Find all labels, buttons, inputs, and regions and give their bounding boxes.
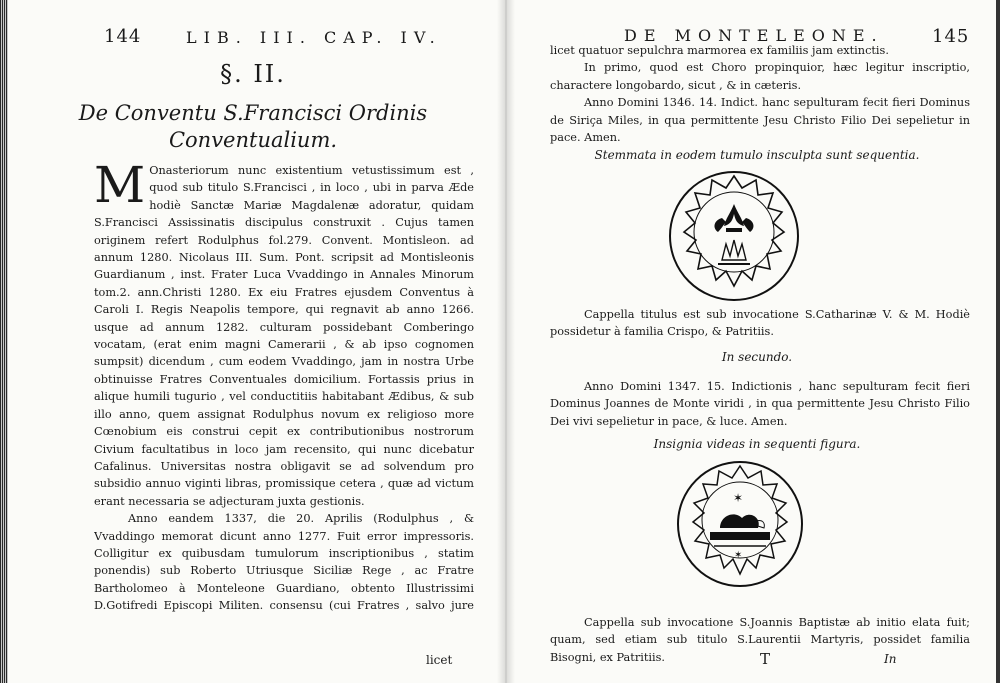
title-line-2: Conventualium. (168, 128, 338, 152)
paragraph-1-text: Onasteriorum nunc existentium vetustissimum est , quod sub titulo S.Francisci , in loco , ubi in parva Æde hodiè Sanctæ Mariæ Magdalenæ adoratur, quidam S.Francisci Assissinatis discipulus construxit . Cujus tamen originem refert Rodulphus fol.279. Convent. Montisleon. ad annum 1280. Nicolaus III. Sum. Pont. scripsit ad Montisleonis Guardianum , inst. Frater Luca Vvaddingo in Annales Minorum tom.2. ann.Christi 1280. Ex eiu Fratres ejusdem Conventus à Caroli I. Regis Neapolis tempore, qui regnavit ab anno 1266. usque ad annum 1282. culturam possidebant Comberingo vocatam, (erat enim magni Camerarii , & ab ipso cognomen sumpsit) dicendum , cum eodem Vvaddingo, jam in nostra Urbe obtinuisse Fratres Conventuales domicilium. Fortassis prius in alique humili tugurio , vel conductitiis habitabant Ædibus, & sub illo anno, quem assignat Rodulphus novum ex religioso more Cœnobium eis construi cepit ex contributionibus nostrorum Civium facultatibus in loco jam recensito, qui nunc dicebatur Cafalinus. Universitas nostra obligavit se ad solvendum pro subsidio annuo viginti libras, promissique cetera , quæ ad victum erant necessaria se adjecturam juxta gestionis. (94, 164, 474, 508)
left-running-head: LIB. III. CAP. IV. (186, 28, 442, 47)
right-top-text (550, 42, 970, 146)
drop-cap: M (94, 162, 146, 214)
caption-first-crest: Stemmata in eodem tumulo insculpta sunt sequentia. (594, 148, 920, 162)
signature-mark: T (760, 650, 771, 668)
chapter-title (14, 100, 492, 154)
book-gutter (497, 0, 515, 683)
crest-iris-coat-of-arms (660, 168, 808, 304)
right-paragraph-2: In primo, quod est Choro propinquior, hæc legitur inscriptio, charactere longobardo, sicut , & in cæteris. (550, 61, 970, 92)
paragraph-2: Anno eandem 1337, die 20. Aprilis (Rodulphus , & Vvaddingo memorat dicunt anno 1277. Fuit error impressoris. Colligitur ex quibusdam tumulorum inscriptionibus , statim ponendis) sub Roberto Utriusque Siciliæ Rege , ac Fratre Bartholomeo à Monteleone Guardiano, obtento Illustrissimi D.Gotifredi Episcopi Militen. consensu (cui Fratres , salvo jure (94, 512, 474, 613)
left-page-number: 144 (104, 26, 142, 47)
right-page-number: 145 (932, 26, 970, 47)
caption-second-crest: Insignia videas in sequenti figura. (653, 437, 861, 451)
subheading-in-secundo: In secundo. (721, 350, 793, 364)
star-glyph-1: ✶ (733, 491, 744, 505)
right-paragraph-6: Cappella sub invocatione S.Joannis Baptistæ ab initio elata fuit; quam, sed etiam sub titulo S.Laurentii Martyris, possidet familia Bisogni, ex Patritiis. (550, 616, 970, 664)
title-line-1: De Conventu S.Francisci Ordinis (78, 101, 428, 125)
right-middle-text-2 (550, 378, 970, 430)
right-middle-text-1 (550, 306, 970, 341)
right-paragraph-4: Cappella titulus est sub invocatione S.Catharinæ V. & M. Hodiè possidetur à familia Crispo, & Patritiis. (550, 308, 970, 339)
section-mark: §. II. (220, 60, 286, 88)
right-catchword: In (884, 652, 897, 666)
right-paragraph-3: Anno Domini 1346. 14. Indict. hanc sepulturam fecit fieri Dominus de Siriça Miles, in qua permittente Jesu Christo Filio Dei sepelietur in pace. Amen. (550, 96, 970, 145)
paragraph-1 (94, 162, 474, 510)
left-book-edge (0, 0, 8, 683)
right-book-edge (996, 0, 1000, 683)
left-catchword: licet (426, 653, 453, 667)
right-running-head: DE MONTELEONE. (624, 26, 884, 45)
right-paragraph-1: licet quatuor sepulchra marmorea ex familiis jam extinctis. (550, 44, 889, 57)
crest-mountain-sun-coat-of-arms (670, 458, 810, 590)
left-body-text (94, 162, 474, 617)
right-paragraph-5: Anno Domini 1347. 15. Indictionis , hanc sepulturam fecit fieri Dominus Joannes de Monte viridi , in qua permittente Jesu Christo Filio Dei vivi sepelietur in pace, & luce. Amen. (550, 380, 970, 428)
left-page (14, 0, 492, 683)
right-page (520, 0, 994, 683)
star-glyph-2: ✶ (734, 550, 743, 561)
